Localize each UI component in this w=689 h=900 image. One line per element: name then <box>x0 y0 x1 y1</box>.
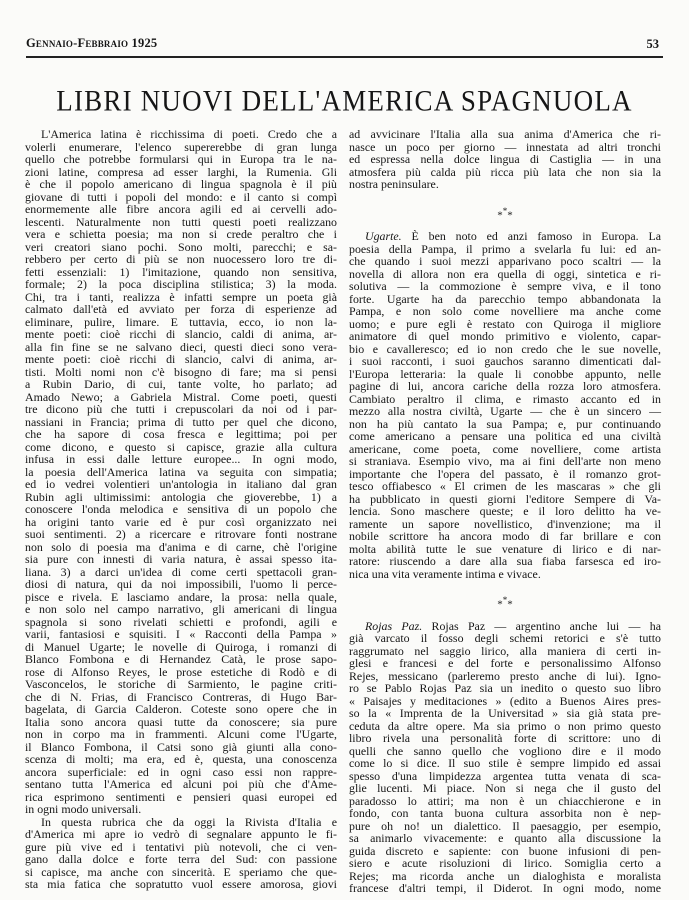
line-text: siero e acute risoluzioni di lirico. Somiglia certo a <box>349 856 661 870</box>
line-text: Rubin agli ultimissimi: antologia che gioverebbe, 1) a <box>25 489 337 504</box>
line-text: In questa rubrica che da oggi la Rivista d'Italia e <box>41 814 337 829</box>
line-text: Cambiato peraltro il clima, e rimasto accanto ed in <box>349 391 661 406</box>
asterisk: * <box>497 209 503 222</box>
line-text: spesso d'una limpidezza argentea tutta venata di sca- <box>349 768 661 783</box>
line-text: alla fin fine se ne salvano dieci, questi dieci sono vera- <box>25 339 337 354</box>
line-text: rebbero per certo di più se non nuocessero loro tre di- <box>25 252 337 266</box>
section-lead-name: Rojas Paz. <box>365 618 423 633</box>
paragraph <box>349 128 661 191</box>
line-text: come americano a pensare una politica ed una civiltà <box>349 429 661 443</box>
line-text: enormemente alle fibre ancora agili ed ai cervelli ado- <box>25 202 337 216</box>
line-text: ha origini tanto varie ed è pur così organizzato nei <box>25 514 337 529</box>
line-text: quello che potrebbe formularsi qui in Europa tra le na- <box>25 152 337 166</box>
line-text: conoscere l'onda melodica e sensitiva di un popolo che <box>25 502 337 516</box>
line-text: atmosfera più calda più ricca più lata che non sia la <box>349 164 661 179</box>
line-text: ceduta da altre opere. Ma sia primo o non primo questo <box>349 718 661 733</box>
line-text: Rejes, messicano (parleremo presto anche di lui). Igno- <box>349 668 661 683</box>
line-text: Rejes; ma ricorda anche un dialoghista e moralista <box>349 868 661 883</box>
line-text: a Rubin Dario, di cui, tante volte, ho parlato; ad <box>25 377 337 391</box>
line-text: forte. Ugarte ha da parecchio tempo abbandonata la <box>349 291 661 306</box>
header-rule <box>26 56 663 58</box>
right-column <box>349 128 661 895</box>
line-text: Blanco Fombona e di Hernandez Catà, le prose sapo- <box>25 652 337 666</box>
line-text: il Blanco Fombona, il Catsi sono già giunti alla cono- <box>25 739 337 754</box>
line-text: « Paisajes y meditaciones » (edito a Buenos Aires pres- <box>349 693 661 708</box>
line-text: che ha sapore di cosa fresca e legittima; poi per <box>25 427 337 441</box>
line-text: veri creatori siano pochi. Sono molti, parecchi; e sa- <box>25 239 337 254</box>
line-text: che quando i suoi mezzi apparivano poco scaltri — la <box>349 254 661 268</box>
section-separator-asterisks <box>349 205 661 222</box>
line-text: è che il popolo americano di lingua spagnola è il più <box>25 177 337 191</box>
line-text: i suoi racconti, i suoi gauchos saranno dimenticati dal- <box>349 354 661 368</box>
line-text: guida discreto e sapiente: con buone infusioni di pen- <box>349 843 661 858</box>
line-text: fetti essenziali: 1) l'imitazione, quando non sensitiva, <box>25 264 337 279</box>
asterisk: * <box>497 598 503 611</box>
line-text: solutiva — la commozione è sempre viva, e il tono <box>349 279 661 293</box>
line-text: È ben noto ed anzi famoso in Europa. La <box>401 229 661 243</box>
line-text: non in corpo ma in frammenti. Alcuni come l'Ugarte, <box>25 727 337 741</box>
line-text: molta abilità tutte le sue venature di lirico e di nar- <box>349 541 661 556</box>
line-text: pure oh no! un dialettico. Il paesaggio, per esempio, <box>349 818 661 833</box>
line-text: mente poeti: cioè ricchi di slancio, caldi di anima, ar- <box>25 327 337 341</box>
line-text: raggrumato nel saggio lirico, alla maniera di certi in- <box>349 643 661 658</box>
line-text: animatore di quel mondo primitivo e violento, capar- <box>349 329 661 343</box>
line-text: eliminare, pulire, limare. E tuttavia, ecco, io non la- <box>25 314 337 329</box>
line-text: formale; 2) la poca disciplina stilistica; 3) la moda. <box>25 277 337 291</box>
line-text: paradosso lo attiri; ma non è un chiacchierone e in <box>349 793 661 808</box>
line-text: bio e cavalleresco; ed io non credo che le sue novelle, <box>349 341 661 356</box>
paragraph <box>25 128 337 816</box>
line-text: che di N. Frias, di Francisco Contreras, di Hugo Bar- <box>25 689 337 704</box>
line-text: ramente un sapore novellistico, d'invenzione; ma il <box>349 516 661 531</box>
line-text: non solo di poesia ma d'anima e di carne, chè l'origine <box>25 539 337 554</box>
line-text: ro se Pablo Rojas Paz sia un inedito o questo suo libro <box>349 681 661 695</box>
paragraph <box>25 816 337 891</box>
line-text: rica esprimono sentimenti e pensieri quasi europei ed <box>25 789 337 804</box>
line-text: rose di Alfonso Reyes, le prose estetiche di Rodò e di <box>25 664 337 679</box>
line-text: importante che l'opera del passato, è il romanzo grot- <box>349 466 661 481</box>
line-text: liana. 3) a darci un'idea di come certi spettacoli gran- <box>25 564 337 579</box>
text-line <box>349 568 661 581</box>
line-text: di Manuel Ugarte; le novelle di Quiroga, i romanzi di <box>25 639 337 654</box>
line-text: la poesia dell'America latina va seguita con simpatia; <box>25 464 337 479</box>
line-text: uomo; e pure egli è restato con Quiroga il migliore <box>349 316 661 331</box>
line-text: pagine di lui, ancora cariche della rozza loro atmosfera. <box>349 379 661 393</box>
line-text: pisce e rivela. E lasciamo andare, la prosa: nella quale, <box>25 589 337 604</box>
line-text: calmato dall'età ed avviato per forza di esperienze ad <box>25 302 337 316</box>
line-text: nassiani in Francia; prima di tutto per quel che dicono, <box>25 414 337 429</box>
line-text: suoi sentimenti. 2) a ricercare e ritrovare fonti nostrane <box>25 527 337 541</box>
line-text: Pampa, e non solo come novelliere ma anche come <box>349 304 661 318</box>
line-text: quelli che sanno quello che vogliono dire e il modo <box>349 743 661 758</box>
line-text: bagelata, di Garcia Calderon. Coteste sono opere che in <box>25 702 337 716</box>
line-text: Italia sono ancora quasi tutte da conoscere; sia pure <box>25 714 337 729</box>
line-text: Vasconcelos, le storiche di Sarmiento, le pagine criti- <box>25 677 337 691</box>
asterisk: * <box>502 205 508 216</box>
line-text: novella di allora non era quella di oggi, sintetica e ri- <box>349 266 661 281</box>
line-text: vera e schietta poesia; ma non si crede peraltro che i <box>25 227 337 241</box>
line-text: ed io vedrei volentieri un'antologia in italiano dal gran <box>25 477 337 491</box>
line-text: infusa in essi dalle letture europee... In ogni modo, <box>25 452 337 466</box>
line-text: spagnola si sono rivelati schietti e profondi, agili e <box>25 614 337 629</box>
line-text: volerli enumerare, l'elenco supererebbe di gran lunga <box>25 139 337 154</box>
line-text: tesco offiabesco « El crimen de les mascaras » che gli <box>349 479 661 493</box>
line-text: in ogni modo universali. <box>25 802 142 816</box>
section-lead-name: Ugarte. <box>365 229 402 243</box>
line-text: ratore: riuscendo a dare alla sua fiaba farsesca ed iro- <box>349 554 661 568</box>
line-text: come lo si dice. Il suo stile è sempre limpido ed assai <box>349 756 661 770</box>
line-text: sia pure con innesti di varia natura, è assai spesso ita- <box>25 552 337 566</box>
asterisk: * <box>507 598 513 611</box>
paragraph <box>349 230 661 580</box>
paragraph <box>349 620 661 895</box>
article-title: LIBRI NUOVI DELL'AMERICA SPAGNUOLA <box>56 84 633 118</box>
line-text: l'Europa letteraria: la quale li conobbe appunto, nelle <box>349 366 661 381</box>
line-text: poesia della Pampa, il primo a svelarla fu lui: ed an- <box>349 241 661 256</box>
line-text: Amado Newo; a Gabriela Mistral. Come poeti, questi <box>25 389 337 404</box>
line-text: e non solo nel campo narrativo, gli americani di lingua <box>25 602 337 616</box>
asterisk: * <box>502 595 508 605</box>
line-text: scenza di molti; ma era, ed è, questa, una conoscenza <box>25 752 337 766</box>
line-text: giovane di tutti i popoli del mondo: e il canto si compì <box>25 189 337 204</box>
line-text: zioni latine, compresa ad esser larghi, la Rumenia. Gli <box>25 164 337 179</box>
line-text: ed espressa nella dolce lingua di Castiglia — in una <box>349 152 661 166</box>
left-column <box>25 128 337 891</box>
line-text: lescenti. Naturalmente non tutti questi poeti realizzano <box>25 214 337 229</box>
section-separator-asterisks <box>349 594 661 611</box>
text-line <box>349 882 661 895</box>
line-text: come dicono, e questo si capisce, grazie alla cultura <box>25 439 337 454</box>
text-line <box>349 178 661 191</box>
line-text: tre dicono più che tutti i crepuscolari da noi od i par- <box>25 402 337 416</box>
line-text: nostra peninsulare. <box>349 177 439 191</box>
asterisk: * <box>507 209 513 222</box>
line-text: lencia. Sono maschere queste; e il loro delitto ha ve- <box>349 504 661 518</box>
line-text: L'America latina è ricchissima di poeti. Credo che a <box>41 127 337 141</box>
line-text: Chi, tra i tanti, realizza è infatti sempre un poeta già <box>25 289 337 304</box>
line-text: fondo, con tanta buona cultura assorbita non è nep- <box>349 806 661 820</box>
line-text: francese d'altri tempi, il Diderot. In ogni modo, nome <box>349 881 661 895</box>
line-text: americane, come poeta, come novelliere, come artista <box>349 441 661 456</box>
page-number: 53 <box>646 37 659 51</box>
line-text: diosi di natura, qui da noi impossibili, l'uomo li perce- <box>25 577 337 591</box>
line-text: varii, fantasiosi e squisiti. I « Racconti della Pampa » <box>25 627 337 641</box>
line-text: gano dalla dolce e forte terra del Sud: con passione <box>25 852 337 866</box>
line-text: d'America mi apre io vedrò di segnalare appunto le fi- <box>25 827 337 841</box>
line-text: so la « Imprenta de la Universitad » sia già stata pre- <box>349 706 661 720</box>
line-text: ha pubblicato in questi giorni l'editore Sempere di Va- <box>349 491 661 506</box>
line-text: ancora superficiale: ed in ogni caso essi non rappre- <box>25 764 337 779</box>
running-head: Gennaio-Febbraio 1925 <box>26 36 158 50</box>
line-text: sta mia fatica che sopratutto vuol essere amorosa, giovi <box>25 877 337 891</box>
line-text: si straniava. Esempio vivo, ma ai fini dell'arte non meno <box>349 454 661 468</box>
line-text: mezzo alla nostra civiltà, Ugarte — che è un sincero — <box>349 404 661 418</box>
line-text: si capisce, ma anche con sincerità. E speriamo che que- <box>25 864 337 879</box>
line-text: Rojas Paz — argentino anche lui — ha <box>422 618 661 633</box>
line-text: nica una vita veramente intima e vivace. <box>349 566 541 581</box>
line-text: sentano tutta l'America ed alcuni poi più che d'Ame- <box>25 777 337 791</box>
line-text: gure più vive ed i tentativi più notevoli, che ci ven- <box>25 839 337 854</box>
line-text: già varcato il fosso degli schemi retorici e s'è tutto <box>349 631 661 645</box>
line-text: nobile scrittore ha ancora modo di far brillare e con <box>349 529 661 543</box>
line-text: glie lucenti. Mi piace. Non si nega che il gusto del <box>349 781 661 795</box>
line-text: glesi e francesi e del forte e personalissimo Alfonso <box>349 656 661 670</box>
line-text: sa animarlo vivacemente: e quanto alla discussione la <box>349 831 661 845</box>
line-text: non ha più cantato la sua Pampa; e, pur continuando <box>349 416 661 431</box>
line-text: mente poeti: cioè ricchi di slancio, calvi di anima, ar- <box>25 352 337 366</box>
line-text: libro rivela una personalità forte di scrittore: uno di <box>349 731 661 745</box>
line-text: ad avvicinare l'Italia alla sua anima d'America che ri- <box>349 127 661 141</box>
text-line <box>25 878 337 891</box>
line-text: nasce un poco per giorno — innestata ad altri tronchi <box>349 139 661 154</box>
line-text: tisti. Molti nomi non c'è bisogno di fare; ma si pensi <box>25 364 337 379</box>
